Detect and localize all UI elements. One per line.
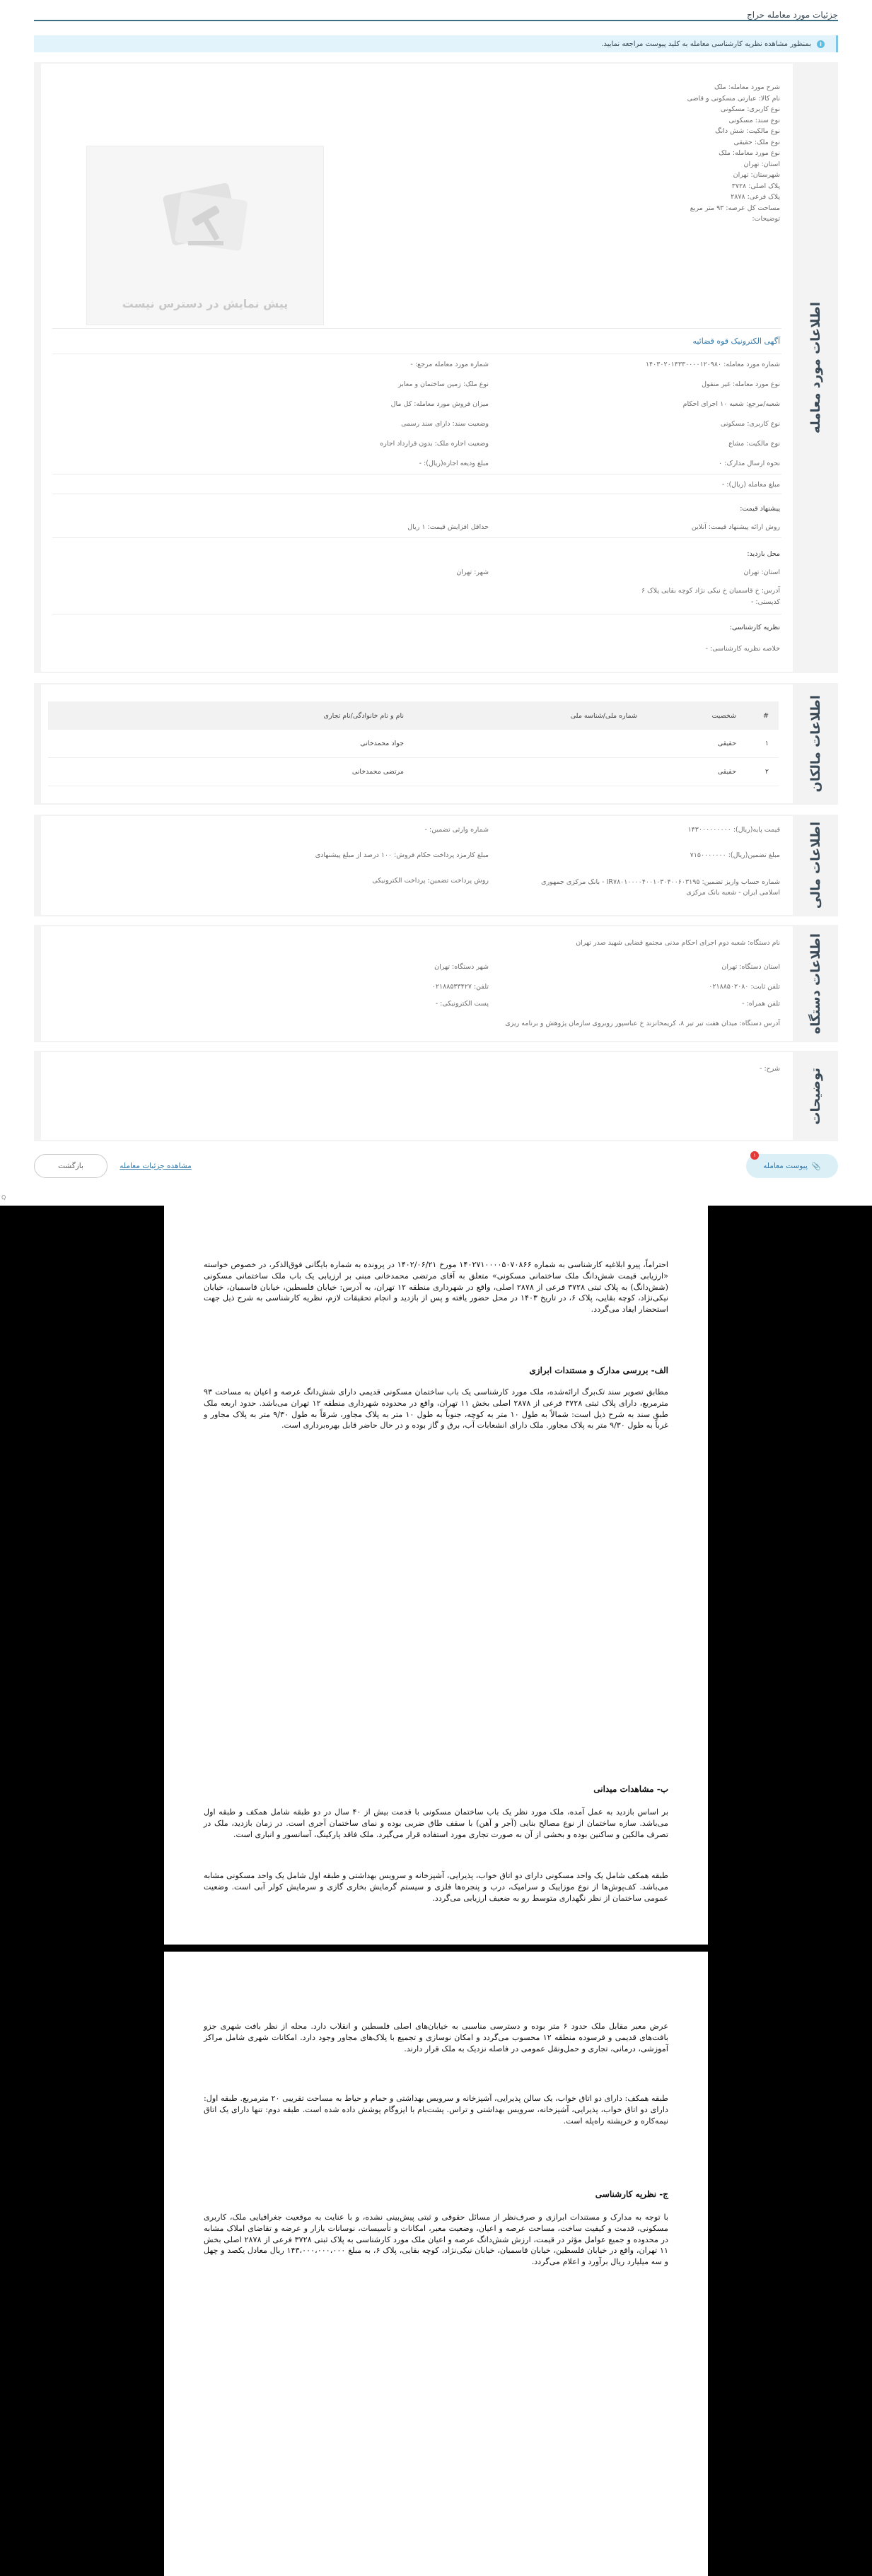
expert-title: نظریه کارشناسی: [729, 624, 780, 631]
org-field: تلفن ثابت: ۰۲۱۸۸۵۰۲۰۸۰ [709, 983, 780, 991]
item-info-section [34, 62, 838, 673]
view-details-link[interactable]: مشاهده جزئیات معامله [120, 1162, 192, 1170]
summary-item: نوع ملک: حقیقی [733, 138, 780, 146]
info-field: وضعیت اجاره ملک: بدون قرارداد اجاره [380, 440, 489, 448]
org-field: آدرس دستگاه: میدان هفت تیر تیر ۸، کریمخانزند خ عباسپور روبروی سازمان پژوهش و برنامه ریزی [505, 1020, 780, 1027]
offer-method: روش ارائه پیشنهاد قیمت: آنلاین [691, 523, 780, 531]
summary-item: شهرستان: تهران [733, 171, 780, 179]
document-page-2 [164, 1952, 708, 2576]
info-field: نوع ملک: زمین ساختمان و معابر [397, 380, 489, 388]
finance-section [34, 815, 838, 916]
photo-caption: پیش نمایش در دسترس نیست [122, 297, 289, 310]
table-header [48, 701, 779, 730]
col-type: شخصیت [711, 711, 736, 720]
table-row [48, 730, 779, 758]
summary-item: نوع سند: مسکونی [728, 116, 780, 124]
finance-field: مبلغ تضمین(ریال): ۷۱۵۰۰۰۰۰۰۰ [690, 851, 780, 859]
notice-text: بمنظور مشاهده نظریه کارشناسی معامله به کلید پیوست مراجعه نمایید. [601, 40, 811, 48]
location-city: شهر: تهران [456, 569, 489, 576]
owners-label: اطلاعات مالکان [808, 695, 823, 793]
info-field: شماره مورد معامله: ۱۴۰۳۰۲۰۱۴۳۳۰۰۰۰۱۲۰۹۸۰ [645, 361, 780, 368]
col-index: # [763, 711, 769, 720]
paperclip-icon: 📎 [811, 1162, 821, 1171]
item-info-label: اطلاعات مورد معامله [808, 302, 823, 433]
org-field: نام دستگاه: شعبه دوم اجرای احکام مدنی مجتمع قضایی شهید صدر تهران [576, 939, 780, 947]
doc-heading: ج- نظریه کارشناسی [595, 2189, 668, 2199]
attachment-count-badge: ۱ [750, 1151, 759, 1160]
cell-name: جواد محمدخانی [360, 740, 404, 747]
cell-name: مرتضی محمدخانی [351, 768, 404, 776]
doc-heading: الف- بررسی مدارک و مستندات ابرازی [529, 1365, 668, 1375]
table-row [48, 758, 779, 786]
location-address: آدرس: خ قاسمیان خ نیکی نژاد کوچه بقایی پلاک ۶ [641, 587, 780, 595]
info-field: شماره مورد معامله مرجع: - [410, 361, 489, 368]
org-field: استان دستگاه: تهران [721, 963, 780, 971]
expert-summary: خلاصه نظریه کارشناسی: - [705, 645, 780, 653]
owners-table [48, 701, 779, 786]
info-field: میزان فروش مورد معامله: کل مال [390, 400, 489, 408]
summary-item: شرح مورد معامله: ملک [714, 83, 780, 91]
doc-paragraph: طبقه همکف شامل یک واحد مسکونی دارای دو اتاق خواب، پذیرایی، آشپزخانه و سرویس بهداشتی و طبقه اول شامل یک واحد مسکونی مشابه می‌باشد. کف‌پوش‌ها از نوع موزاییک و سرامیک، درب و پنجره‌ها فلزی و سیستم گرمایش بخاری گازی و سرمایش کولر آبی است. وضعیت عمومی ساختمان از نظر نگهداری متوسط رو به ضعیف ارزیابی می‌گردد. [204, 1871, 668, 1903]
summary-item: استان: تهران [743, 160, 780, 168]
doc-paragraph: عرض معبر مقابل ملک حدود ۶ متر بوده و دسترسی مناسبی به خیابان‌های اصلی فلسطین و انقلاب دارد. محله از نظر بافت شهری جزو بافت‌های قدیمی و فرسوده منطقه ۱۲ محسوب می‌گردد و امکان نوسازی و تجمیع با پلاک‌های مجاور وجود دارد. امکانات شهری شامل مراکز آموزشی، درمانی، تجاری و حمل‌ونقل عمومی در فاصله نزدیک به ملک قرار دارند. [204, 2022, 669, 2053]
summary-list [687, 82, 780, 225]
finance-label: اطلاعات مالی [808, 822, 823, 909]
doc-paragraph: با توجه به مدارک و مستندات ابرازی و صرف‌نظر از مسائل حقوقی و ثبتی پیش‌بینی نشده، و با عنایت به موقعیت جغرافیایی ملک، کاربری مسکونی، قدمت و کیفیت ساخت، مساحت عرصه و اعیان، وضعیت معبر، امکانات و تأسیسات، نوسانات بازار و عرضه و تقاضای املاک مشابه در محدوده و جمیع عوامل مؤثر در قیمت، ارزش شش‌دانگ عرصه و اعیان ملک مورد کارشناسی به پلاک ثبتی ۳۷۲۸ فرعی از ۲۸۷۸ اصلی بخش ۱۱ تهران، واقع در خیابان فلسطین، خیابان قاسمیان، خیابان نیکی‌نژاد، کوچه بقایی، پلاک ۶، به مبلغ ۱۴۳،۰۰۰،۰۰۰،۰۰۰ ریال معادل یکصد و چهل و سه میلیارد ریال برآورد و اعلام می‌گردد. [204, 2213, 668, 2267]
org-field: تلفن: ۰۲۱۸۸۵۳۳۴۲۷ [431, 983, 489, 991]
photo-placeholder [86, 146, 324, 325]
org-field: پست الکترونیکی: - [435, 1000, 489, 1008]
summary-item: پلاک اصلی: ۳۷۲۸ [731, 182, 780, 190]
summary-item: توضیحات: [752, 215, 780, 223]
action-bar [34, 1154, 838, 1178]
cell-index: ۲ [765, 768, 769, 776]
info-field: شعبه/مرجع: شعبه ۱۰ اجرای احکام [682, 400, 780, 408]
title-divider [34, 20, 838, 21]
ad-link[interactable]: آگهی الکترونیک قوه قضائیه [692, 337, 780, 346]
description-label: توضیحات [808, 1067, 823, 1125]
finance-field: شماره وارثی تضمین: - [424, 826, 489, 834]
offer-title: پیشنهاد قیمت: [740, 505, 780, 513]
org-field: شهر دستگاه: تهران [434, 963, 489, 971]
price-line: مبلغ معامله (ریال): - [721, 481, 780, 489]
org-section [34, 925, 838, 1042]
info-field: مبلغ ودیعه اجاره(ریال): - [419, 460, 489, 467]
cell-index: ۱ [765, 740, 769, 747]
info-field: وضعیت سند: دارای سند رسمی [401, 420, 489, 428]
location-province: استان: تهران [743, 569, 780, 576]
description-text: شرح: - [760, 1065, 780, 1073]
page-title: جزئیات مورد معامله حراج [747, 10, 838, 20]
summary-item: نوع مورد معامله: ملک [719, 149, 780, 157]
location-title: محل بازدید: [747, 550, 780, 558]
document-page-1 [164, 1206, 708, 1945]
offer-step: حداقل افزایش قیمت: ۱ ریال [407, 523, 489, 531]
finance-field: مبلغ کارمزد پرداخت حکام فروش: ۱۰۰ درصد از مبلغ پیشنهادی [315, 851, 489, 859]
org-field: تلفن همراه: - [742, 1000, 780, 1008]
info-field: نوع مالکیت: مشاع [728, 440, 780, 448]
attachment-button[interactable]: 📎 پیوست معامله [746, 1154, 838, 1178]
doc-paragraph: طبقه همکف: دارای دو اتاق خواب، یک سالن پذیرایی، آشپزخانه و سرویس بهداشتی و حمام و حیاط به مساحت تقریبی ۲۰ مترمربع. طبقه اول: دارای دو اتاق خواب، پذیرایی، آشپزخانه، سرویس بهداشتی و تراس. پشت‌بام با ایزوگام پوشش داده شده است. طبقه دوم: تنها دارای یک اتاق نیمه‌کاره و خرپشته راه‌پله است. [204, 2094, 668, 2126]
cell-type: حقیقی [717, 768, 736, 776]
doc-paragraph: بر اساس بازدید به عمل آمده، ملک مورد نظر یک باب ساختمان مسکونی با قدمت بیش از ۴۰ سال در دو طبقه شامل همکف و طبقه اول می‌باشد. سازه ساختمان از نوع مصالح بنایی (آجر و آهن) با سقف طاق ضربی بوده و نمای ساختمان آجری است. در زمان بازدید، ملک در تصرف مالکین و ساکنین بوده و بخشی از آن به صورت تجاری مورد استفاده قرار می‌گیرد. ملک فاقد پارکینگ، آسانسور و انباری است. [204, 1807, 668, 1839]
org-label: اطلاعات دستگاه [808, 933, 823, 1035]
finance-field: روش پرداخت تضمین: پرداخت الکترونیکی [372, 877, 489, 885]
doc-heading: ب- مشاهدات میدانی [593, 1784, 668, 1794]
doc-paragraph: مطابق تصویر سند تک‌برگ ارائه‌شده، ملک مورد کارشناسی یک باب ساختمان مسکونی قدیمی دارای شش‌دانگ عرصه و اعیان به مساحت ۹۳ مترمربع، دارای پلاک ثبتی ۳۷۲۸ فرعی از ۲۸۷۸ اصلی بخش ۱۱ تهران، واقع در محدوده شهرداری منطقه ۱۲ تهران می‌باشد. حدود اربعه ملک طبق سند به شرح ذیل است: شمالاً به طول ۱۰ متر به کوچه، جنوباً به طول ۱۰ متر به پلاک مجاور، شرقاً به طول ۹/۳۰ متر به پلاک مجاور و غرباً به طول ۹/۳۰ متر به پلاک مجاور. ملک دارای انشعابات آب، برق و گاز بوده و در حال حاضر قابل بهره‌برداری است. [204, 1387, 669, 1430]
finance-field: شماره حساب واریز تضمین: IR۷۸۰۱۰۰۰۰۴۰۰۱۰۳۰۴۰۰۶۰۳۱۹۵ - بانک مرکزی جمهوری اسلامی ایران - شعبه بانک مرکزی [541, 878, 780, 897]
summary-item: پلاک فرعی: ۲۸۷۸ [731, 193, 780, 201]
summary-item: نام کالا: عبارتی مسکونی و قاضی [687, 94, 780, 103]
description-section [34, 1051, 838, 1141]
cell-type: حقیقی [717, 740, 736, 747]
summary-item: نوع مالکیت: شش دانگ [715, 127, 780, 135]
corner-mark: Q [1, 1194, 6, 1201]
info-field: نوع مورد معامله: غیر منقول [702, 380, 780, 388]
back-button[interactable]: بازگشت [34, 1154, 107, 1178]
info-icon: i [817, 40, 825, 48]
summary-item: مساحت کل عرصه: ۹۳ متر مربع [690, 204, 780, 212]
gavel-icon [153, 175, 259, 252]
info-notice [34, 35, 838, 52]
col-name: نام و نام خانوادگی/نام تجاری [323, 711, 404, 720]
location-postal: کدپستی: - [750, 598, 780, 606]
doc-paragraph: احتراماً، پیرو ابلاغیه کارشناسی به شماره ۱۴۰۲۷۱۰۰۰۰۵۰۷۰۸۶۶ مورخ ۱۴۰۲/۰۶/۲۱ در پرونده به شماره بایگانی فوق‌الذکر، در خصوص خواسته «ارزیابی قیمت شش‌دانگ ملک ساختمانی مسکونی» متعلق به آقای مرتضی محمدخانی مبنی بر ارزیابی یک باب ملک ساختمانی مسکونی (شش‌دانگ) به پلاک ثبتی ۳۷۲۸ فرعی از ۲۸۷۸ اصلی، واقع در شهرداری منطقه ۱۲ تهران، به آدرس: خیابان فلسطین، خیابان قاسمیان، خیابان نیکی‌نژاد، کوچه بقایی، پلاک ۶، در تاریخ ۱۴۰۳ در محل حضور یافته و پس از بازدید و انجام تحقیقات لازم، نظریه کارشناسی به شرح ذیل جهت استحضار ایفاد می‌گردد. [204, 1260, 668, 1315]
info-field: نوع کاربری: مسکونی [720, 420, 780, 428]
info-field: نحوه ارسال مدارک: ۰ [719, 460, 780, 467]
summary-item: نوع کاربری: مسکونی [720, 105, 780, 113]
finance-field: قیمت پایه(ریال): ۱۴۳۰۰۰۰۰۰۰۰۰ [687, 826, 780, 834]
col-national-id: شماره ملی/شناسه ملی [570, 711, 637, 720]
